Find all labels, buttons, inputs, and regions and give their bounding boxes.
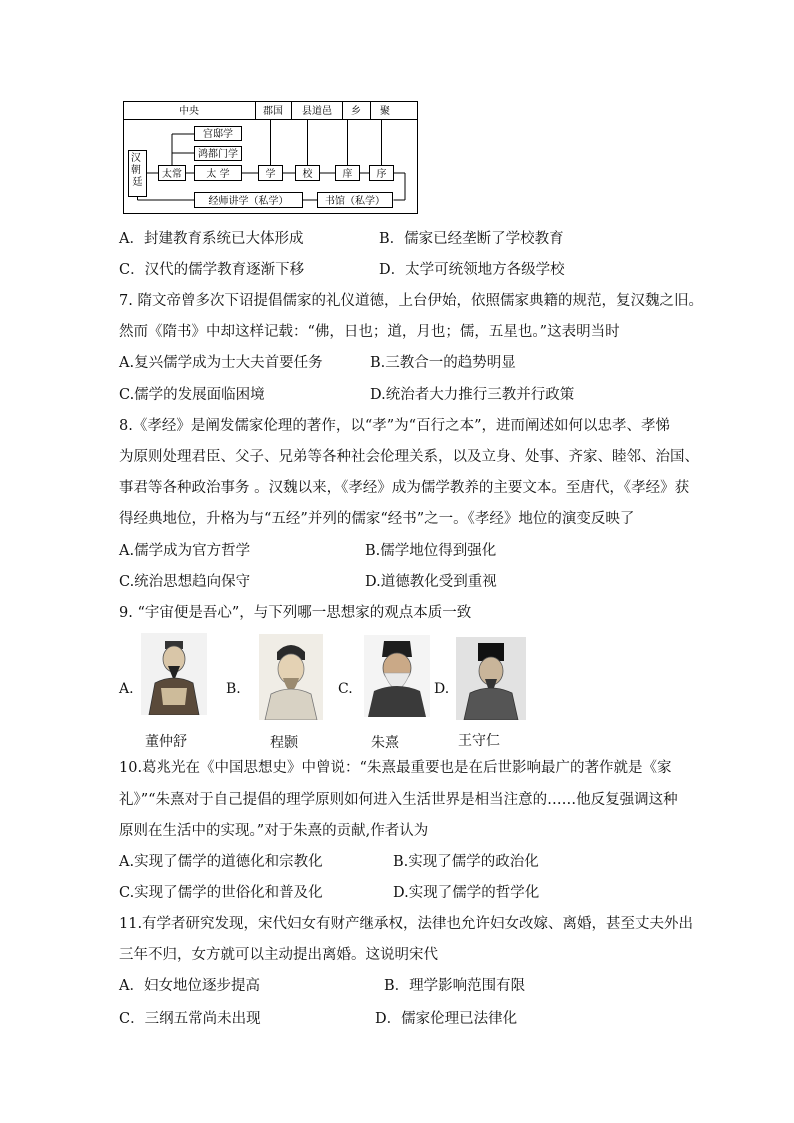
q7-option-c: C.儒学的发展面临困境 [119,387,265,403]
q6-option-a: A．封建教育系统已大体形成 [119,231,304,247]
q10-stem-line3: 原则在生活中的实现。”对于朱熹的贡献,作者认为 [119,823,429,839]
q9-label-d: D. [434,681,450,697]
q8-option-a: A.儒学成为官方哲学 [119,543,251,559]
node-han-court-1: 汉 [130,153,141,164]
q11-option-d: D．儒家伦理已法律化 [375,1011,518,1027]
education-system-diagram [123,101,418,214]
q8-stem-line2: 为原则处理君臣、父子、兄弟等各种社会伦理关系，以及立身、处事、齐家、睦邻、治国、 [119,449,699,465]
node-han-court-2: 朝 [130,165,141,176]
q11-stem-line2: 三年不归，女方就可以主动提出离婚。这说明宋代 [119,947,438,963]
q11-option-a: A．妇女地位逐步提高 [119,978,260,994]
q10-option-b: B.实现了儒学的政治化 [393,854,539,870]
node-han-court-3: 廷 [132,177,143,188]
q6-option-b: B．儒家已经垄断了学校教育 [379,231,564,247]
q7-stem-line2: 然而《隋书》中却这样记载：“佛，日也；道，月也；儒，五星也。”这表明当时 [119,324,620,340]
node-taichang: 太常 [162,169,182,180]
q6-option-d: D．太学可统领地方各级学校 [379,262,565,278]
header-junguo: 郡国 [263,106,283,117]
node-jingshi: 经师讲学（私学） [208,196,289,207]
q8-option-c: C.统治思想趋向保守 [119,574,251,590]
node-taixue: 太 学 [206,169,230,180]
q8-option-b: B.儒学地位得到强化 [365,543,497,559]
node-xue: 学 [265,169,276,180]
portrait-wang-shouren [456,637,526,720]
header-ju: 聚 [380,106,390,117]
q9-label-b: B. [226,681,241,697]
q8-stem-line3: 事君等各种政治事务 。汉魏以来，《孝经》成为儒学教养的主要文本。至唐代，《孝经》获 [119,480,690,496]
q8-option-d: D.道德教化受到重视 [365,574,497,590]
caption-dong-zhongshu: 董仲舒 [145,734,187,750]
q10-stem-line1: 10.葛兆光在《中国思想史》中曾说：“朱熹最重要也是在后世影响最广的著作就是《家 [119,760,672,776]
q11-option-c: C．三纲五常尚未出现 [119,1011,261,1027]
q7-option-b: B.三教合一的趋势明显 [370,355,516,371]
node-xu: 序 [376,169,387,180]
node-xiao: 校 [302,169,313,180]
header-central: 中央 [179,106,199,117]
node-shuguan: 书馆（私学） [325,196,385,207]
node-han-court [131,152,144,188]
q8-stem-line1: 8.《孝经》是阐发儒家伦理的著作，以“孝”为“百行之本”，进而阐述如何以忠孝、孝悌 [119,418,670,434]
q9-label-c: C. [338,681,353,697]
caption-cheng-hao: 程颢 [270,735,298,751]
header-xiandaoyi: 县道邑 [302,106,332,117]
q7-option-d: D.统治者大力推行三教并行政策 [370,387,575,403]
header-xiang: 乡 [351,106,361,117]
q9-stem: 9. “宇宙便是吾心”，与下列哪一思想家的观点本质一致 [119,605,472,621]
caption-wang-shouren: 王守仁 [458,733,500,749]
portrait-dong-zhongshu [141,633,207,715]
q10-option-a: A.实现了儒学的道德化和宗教化 [119,854,323,870]
q8-stem-line4: 得经典地位，升格为与“五经”并列的儒家“经书”之一。《孝经》地位的演变反映了 [119,511,635,527]
q10-option-d: D.实现了儒学的哲学化 [393,885,540,901]
q6-option-c: C．汉代的儒学教育逐渐下移 [119,262,305,278]
q11-stem-line1: 11.有学者研究发现，宋代妇女有财产继承权，法律也允许妇女改嫁、离婚，甚至丈夫外出 [119,916,694,932]
q9-label-a: A. [119,681,134,697]
q11-option-b: B．理学影响范围有限 [384,978,526,994]
node-xiang-school: 庠 [342,169,353,180]
q10-option-c: C.实现了儒学的世俗化和普及化 [119,885,323,901]
portrait-zhu-xi [364,635,430,717]
q7-stem-line1: 7. 隋文帝曾多次下诏提倡儒家的礼仪道德，上台伊始，依照儒家典籍的规范，复汉魏之旧。 [119,293,703,309]
caption-zhu-xi: 朱熹 [371,735,399,751]
portrait-cheng-hao [259,634,323,720]
node-hongdu: 鸿都门学 [198,149,238,160]
q10-stem-line2: 礼》”“朱熹对于自己提倡的理学原则如何进入生活世界是相当注意的……他反复强调这种 [119,792,678,808]
node-gongdi: 宫邸学 [203,129,233,140]
q7-option-a: A.复兴儒学成为士大夫首要任务 [119,355,323,371]
